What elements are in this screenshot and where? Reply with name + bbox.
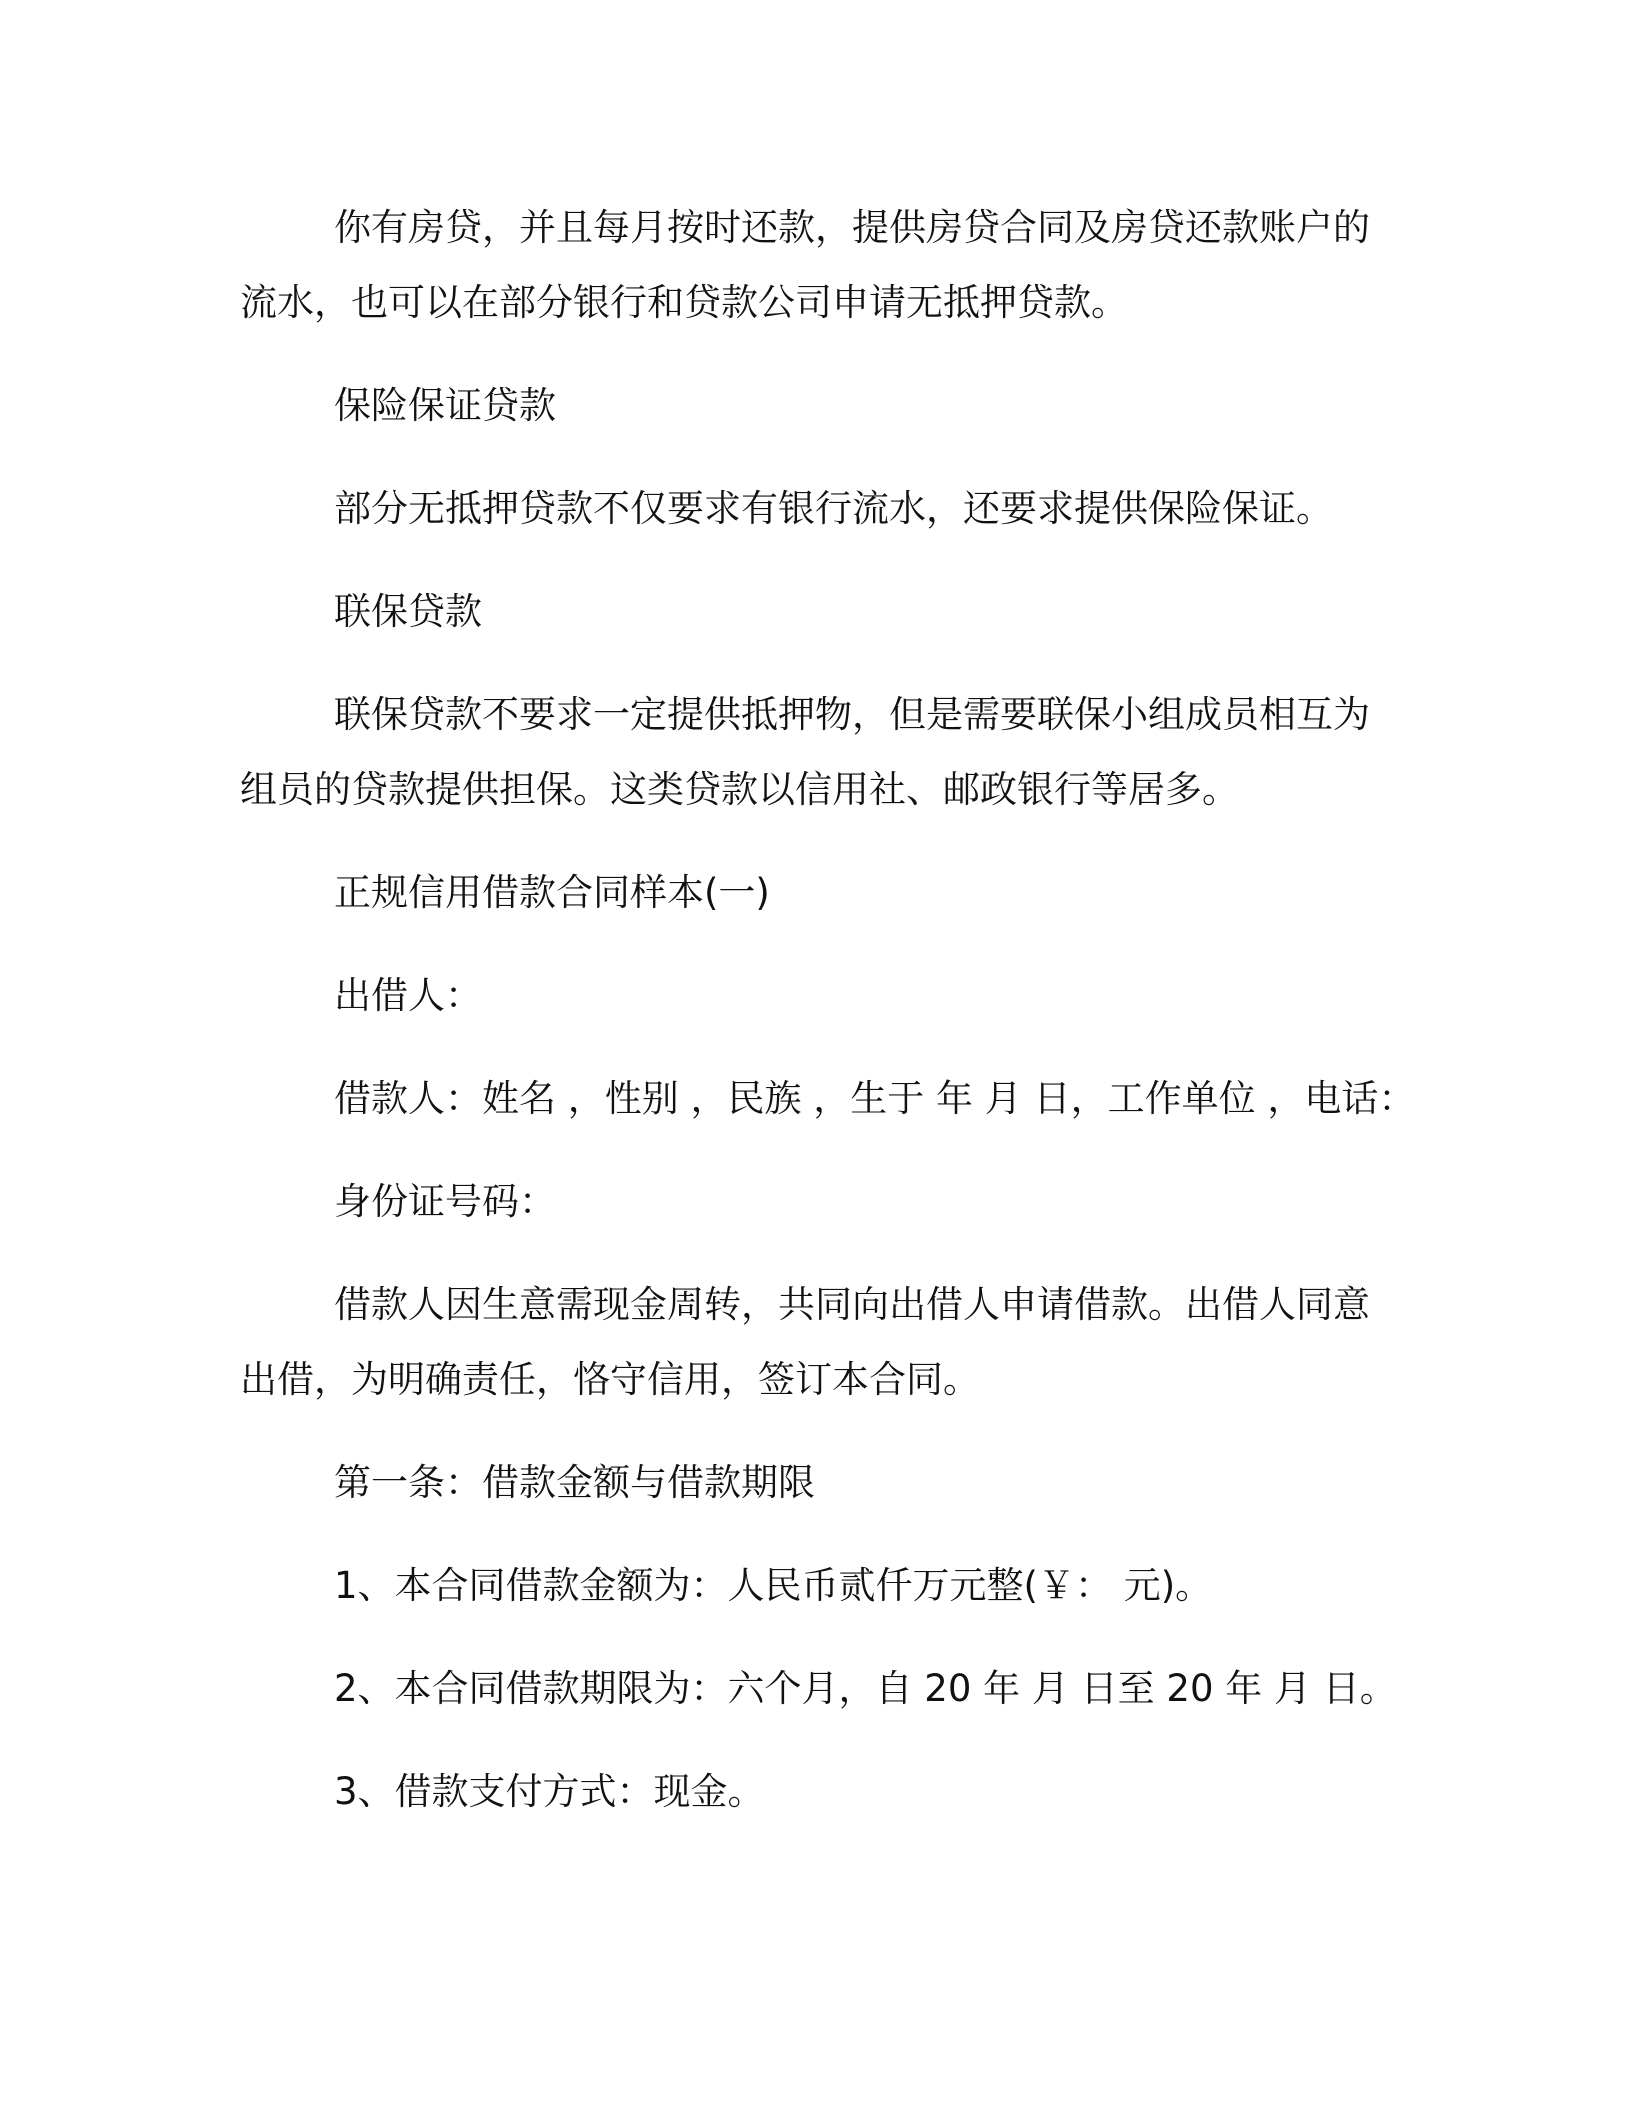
field-borrower	[240, 1061, 1416, 1136]
paragraph-joint-guarantee	[240, 677, 1390, 827]
paragraph-line: 身份证号码：	[334, 1180, 556, 1223]
document-page	[240, 190, 1416, 1857]
paragraph-line: 部分无抵押贷款不仅要求有银行流水，还要求提供保险保证。	[334, 487, 1333, 530]
clause-loan-amount	[240, 1548, 1390, 1623]
paragraph-contract-purpose	[240, 1267, 1390, 1417]
paragraph-line: 1、本合同借款金额为：人民币贰仟万元整(￥： 元)。	[334, 1564, 1213, 1607]
field-id-number	[240, 1164, 1390, 1239]
heading-article-one	[240, 1445, 1390, 1520]
heading-contract-sample	[240, 855, 1390, 930]
paragraph-line: 第一条：借款金额与借款期限	[334, 1461, 815, 1504]
paragraph-line: 联保贷款不要求一定提供抵押物，但是需要联保小组成员相互为	[334, 693, 1370, 736]
paragraph-line: 3、借款支付方式：现金。	[334, 1770, 765, 1813]
paragraph-line: 2、本合同借款期限为：六个月，自 20 年 月 日至 20 年 月 日。	[334, 1667, 1397, 1710]
field-lender	[240, 958, 1390, 1033]
paragraph-line: 组员的贷款提供担保。这类贷款以信用社、邮政银行等居多。	[240, 768, 1239, 811]
heading-insurance-guarantee-loan	[240, 368, 1390, 443]
heading-joint-guarantee-loan	[240, 574, 1390, 649]
paragraph-line: 出借，为明确责任，恪守信用，签订本合同。	[240, 1358, 980, 1401]
paragraph-mortgage-loan	[240, 190, 1390, 340]
paragraph-line: 出借人：	[334, 974, 482, 1017]
paragraph-line: 你有房贷，并且每月按时还款，提供房贷合同及房贷还款账户的	[334, 206, 1370, 249]
clause-payment-method	[240, 1754, 1390, 1829]
clause-loan-term	[240, 1651, 1397, 1726]
paragraph-line: 联保贷款	[334, 590, 482, 633]
paragraph-line: 流水，也可以在部分银行和贷款公司申请无抵押贷款。	[240, 281, 1128, 324]
paragraph-line: 借款人因生意需现金周转，共同向出借人申请借款。出借人同意	[334, 1283, 1370, 1326]
paragraph-line: 借款人：姓名 ，性别 ，民族 ，生于 年 月 日，工作单位 ，电话：	[334, 1077, 1416, 1120]
paragraph-line: 保险保证贷款	[334, 384, 556, 427]
paragraph-line: 正规信用借款合同样本(一)	[334, 871, 770, 914]
paragraph-insurance-guarantee	[240, 471, 1390, 546]
